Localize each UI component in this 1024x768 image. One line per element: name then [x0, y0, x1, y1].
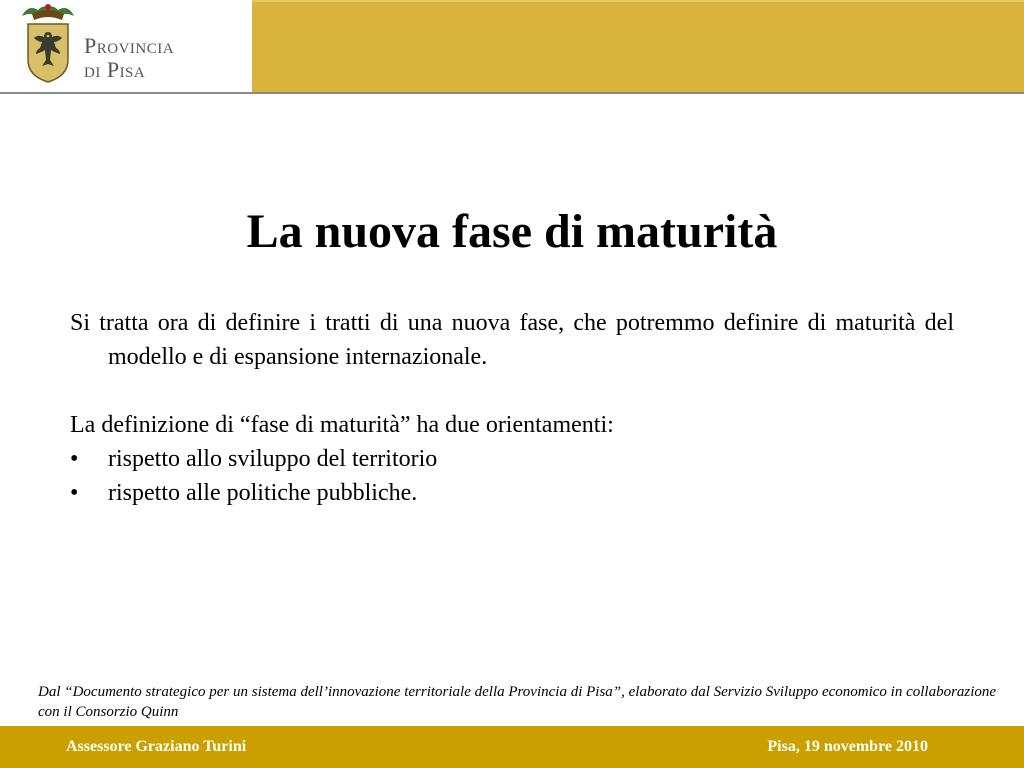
bullet-item	[70, 442, 954, 476]
bullet-text: rispetto allo sviluppo del territorio	[108, 446, 438, 472]
bullet-mark: •	[70, 480, 79, 506]
slide-header	[0, 0, 1024, 93]
bullet-text: rispetto alle politiche pubbliche.	[108, 480, 418, 506]
source-footnote: Dal “Documento strategico per un sistema dell’innovazione territoriale della Provincia di Pisa”, elaborato dal Servizio Sviluppo economico in collaborazione con il Consorzio Quinn	[38, 684, 997, 720]
province-coat-of-arms-icon	[18, 2, 78, 84]
footer-author: Assessore Graziano Turini	[66, 738, 247, 755]
bullet-list	[70, 442, 954, 510]
header-gold-band	[252, 2, 1024, 93]
logo-wordmark	[84, 34, 174, 82]
logo-line-di-pisa: di Pisa	[84, 57, 146, 82]
body-paragraph-1: Si tratta ora di definire i tratti di una nuova fase, che potremmo definire di maturità del modello e di espansione internazionale.	[70, 310, 954, 370]
slide-title: La nuova fase di maturità	[246, 205, 778, 258]
body-paragraph-2: La definizione di “fase di maturità” ha due orientamenti:	[70, 412, 614, 438]
logo-area	[0, 0, 252, 93]
header-divider	[0, 92, 1024, 94]
bullet-mark: •	[70, 446, 79, 472]
footer-date-place: Pisa, 19 novembre 2010	[767, 738, 928, 755]
slide-body	[70, 306, 954, 510]
bullet-item	[70, 476, 954, 510]
logo-line-provincia: Provincia	[84, 33, 175, 58]
slide-footer	[0, 726, 1024, 768]
